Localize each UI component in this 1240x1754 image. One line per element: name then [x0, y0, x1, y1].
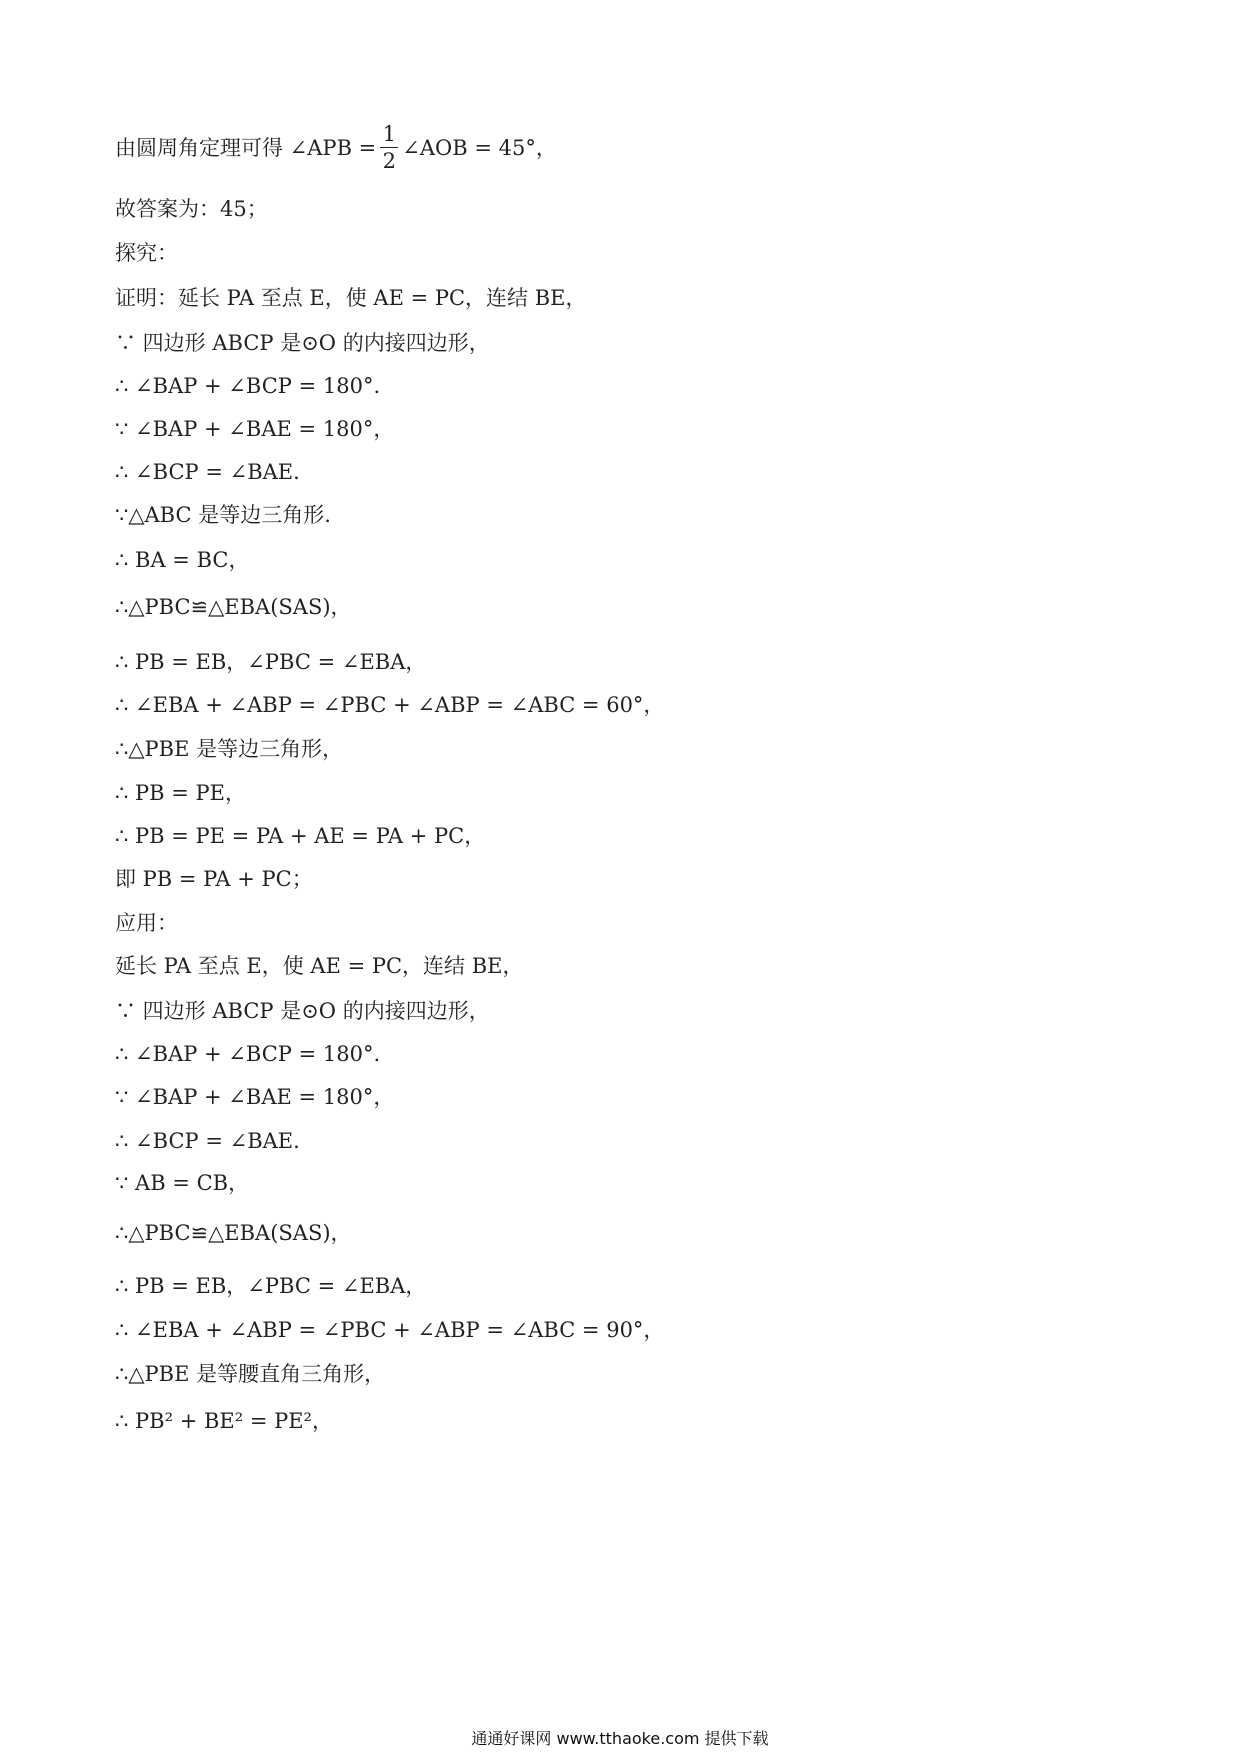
solution-line: ∴ ∠BCP = ∠BAE. [115, 460, 300, 484]
solution-line: ∴ ∠BAP + ∠BCP = 180°. [115, 1042, 381, 1066]
solution-line: ∴ PB² + BE² = PE²， [115, 1409, 333, 1433]
solution-line: 证明：延长 PA 至点 E，使 AE = PC，连结 BE， [115, 286, 587, 310]
fraction-one-half [380, 121, 398, 174]
solution-line: ∴ PB = PE， [115, 781, 247, 805]
fraction-denominator: 2 [382, 148, 396, 173]
solution-line: 故答案为：45； [115, 197, 268, 221]
solution-line: ∴△PBC≌△EBA(SAS)， [115, 1221, 352, 1245]
solution-line: 探究： [115, 241, 178, 265]
solution-line: 即 PB = PA + PC； [115, 867, 313, 891]
solution-line: ∴ PB = EB，∠PBC = ∠EBA， [115, 650, 427, 674]
solution-line: ∵△ABC 是等边三角形. [115, 503, 331, 527]
solution-line: ∵ AB = CB， [115, 1171, 250, 1195]
solution-line: ∵ 四边形 ABCP 是⊙O 的内接四边形， [115, 999, 490, 1023]
solution-line: ∵ ∠BAP + ∠BAE = 180°， [115, 1085, 395, 1109]
solution-line: 延长 PA 至点 E，使 AE = PC，连结 BE， [115, 954, 524, 978]
solution-line: ∴ ∠BAP + ∠BCP = 180°. [115, 374, 381, 398]
equation-line-1 [115, 112, 557, 182]
solution-line: ∴ ∠BCP = ∠BAE. [115, 1129, 300, 1153]
equation-suffix: ∠AOB = 45°， [402, 136, 557, 160]
footer-watermark: 通通好课网 www.tthaoke.com 提供下载 [471, 1729, 769, 1748]
solution-line: ∴ PB = PE = PA + AE = PA + PC， [115, 824, 486, 848]
solution-line: 应用： [115, 911, 178, 935]
solution-line: ∴ ∠EBA + ∠ABP = ∠PBC + ∠ABP = ∠ABC = 60°， [115, 693, 665, 717]
solution-line: ∵ 四边形 ABCP 是⊙O 的内接四边形， [115, 331, 490, 355]
fraction-numerator: 1 [382, 121, 396, 146]
solution-line: ∴ BA = BC， [115, 548, 250, 572]
solution-line: ∵ ∠BAP + ∠BAE = 180°， [115, 417, 395, 441]
solution-line: ∴△PBE 是等腰直角三角形， [115, 1362, 386, 1386]
equation-prefix: 由圆周角定理可得 ∠APB = [115, 136, 377, 160]
solution-line: ∴ PB = EB，∠PBC = ∠EBA， [115, 1274, 427, 1298]
solution-line: ∴△PBE 是等边三角形， [115, 737, 344, 761]
solution-line: ∴△PBC≌△EBA(SAS)， [115, 595, 352, 619]
solution-line: ∴ ∠EBA + ∠ABP = ∠PBC + ∠ABP = ∠ABC = 90°， [115, 1318, 665, 1342]
